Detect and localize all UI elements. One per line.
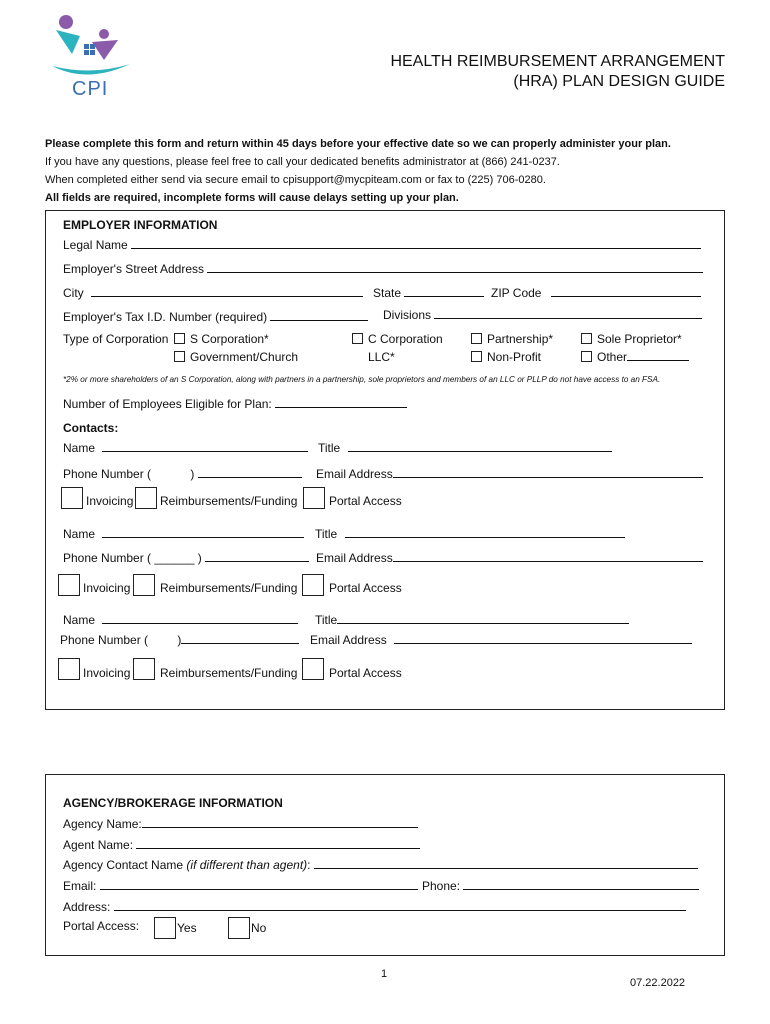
contact2-email-field[interactable] [316,551,703,565]
city-field[interactable] [63,286,363,300]
phone-close-paren: ) [177,633,182,647]
email-label: Email Address [310,633,387,647]
agency-name-label: Agency Name: [63,817,142,831]
page-number: 1 [381,968,388,980]
employer-heading: EMPLOYER INFORMATION [63,218,218,232]
checkbox-icon [581,351,592,362]
contact2-title-field[interactable] [315,527,625,541]
sole-proprietor-label: Sole Proprietor* [597,332,682,346]
title-label: Title [315,527,338,541]
zip-field[interactable] [491,286,701,300]
street-address-label: Employer's Street Address [63,262,205,276]
other-label: Other [597,350,628,364]
agency-contact-note: (if different than agent) [186,858,308,872]
agent-name-field[interactable] [63,838,420,852]
agency-name-field[interactable] [63,817,418,831]
agency-email-label: Email: [63,879,97,893]
agency-address-label: Address: [63,900,111,914]
num-employees-field[interactable] [63,397,407,411]
agency-portal-no-checkbox[interactable] [228,917,250,939]
checkbox-icon [352,333,363,344]
zip-label: ZIP Code [491,286,542,300]
contacts-heading: Contacts: [63,421,119,435]
phone-label: Phone Number ( [60,633,149,647]
agency-heading: AGENCY/BROKERAGE INFORMATION [63,796,283,810]
contact2-name-field[interactable] [63,527,304,541]
contact3-email-field[interactable] [310,633,692,647]
intro-line-4: All fields are required, incomplete forms will cause delays setting up your plan. [45,192,459,204]
agency-portal-label: Portal Access: [63,919,140,933]
divisions-field[interactable] [383,308,702,322]
agency-contact-colon: : [307,858,311,872]
c-corp-label: C Corporation [368,332,443,346]
checkbox-icon [174,351,185,362]
fsa-footnote: *2% or more shareholders of an S Corporation, along with partners in a partnership, sole proprietors and members of an LLC or PLLP do not have access to an FSA. [63,375,661,384]
portal-access-label: Portal Access [329,581,402,595]
invoicing-label: Invoicing [83,666,131,680]
name-label: Name [63,441,96,455]
partnership-label: Partnership* [487,332,554,346]
num-employees-label: Number of Employees Eligible for Plan: [63,397,272,411]
phone-close-paren: ) [190,467,195,481]
tax-id-field[interactable] [63,310,368,324]
city-label: City [63,286,84,300]
contact1-portal-checkbox[interactable] [303,487,325,509]
gov-church-label: Government/Church [190,350,299,364]
portal-access-label: Portal Access [329,666,402,680]
checkbox-icon [471,333,482,344]
checkbox-icon [471,351,482,362]
agency-phone-label: Phone: [422,879,461,893]
logo-figures-icon [48,14,132,78]
name-label: Name [63,613,96,627]
contact1-name-field[interactable] [63,441,308,455]
contact2-phone-field[interactable] [63,551,309,565]
cpi-logo [48,14,132,104]
logo-text: CPI [72,78,109,100]
nonprofit-checkbox[interactable] [471,350,541,364]
intro-line-2: If you have any questions, please feel free to call your dedicated benefits administrator at (866) 241-0237. [45,156,560,168]
nonprofit-label: Non-Profit [487,350,542,364]
invoicing-label: Invoicing [83,581,131,595]
email-label: Email Address [316,467,393,481]
name-label: Name [63,527,96,541]
contact2-portal-checkbox[interactable] [302,574,324,596]
agency-email-field[interactable] [63,879,418,893]
agency-address-field[interactable] [63,900,686,914]
invoicing-label: Invoicing [86,494,134,508]
checkbox-icon [581,333,592,344]
contact1-invoicing-checkbox[interactable] [61,487,83,509]
agency-contact-name-field[interactable] [63,858,698,872]
portal-yes-label: Yes [177,921,197,935]
reimbursements-label: Reimbursements/Funding [160,494,298,508]
s-corp-checkbox[interactable] [174,332,269,346]
contact1-reimbursements-checkbox[interactable] [135,487,157,509]
contact3-reimbursements-checkbox[interactable] [133,658,155,680]
state-field[interactable] [373,286,484,300]
gov-church-checkbox[interactable] [174,350,298,364]
title-line-1: HEALTH REIMBURSEMENT ARRANGEMENT [390,53,725,70]
portal-access-label: Portal Access [329,494,402,508]
checkbox-icon [174,333,185,344]
portal-no-label: No [251,921,267,935]
title-line-2: (HRA) PLAN DESIGN GUIDE [513,73,725,90]
phone-label: Phone Number ( [63,467,152,481]
contact1-phone-field[interactable] [63,467,302,481]
reimbursements-label: Reimbursements/Funding [160,581,298,595]
email-label: Email Address [316,551,393,565]
state-label: State [373,286,402,300]
s-corp-label: S Corporation* [190,332,269,346]
sole-proprietor-checkbox[interactable] [581,332,682,346]
form-date: 07.22.2022 [630,977,686,989]
page-title [390,52,725,92]
street-address-field[interactable] [63,262,703,276]
partnership-checkbox[interactable] [471,332,553,346]
c-corp-checkbox[interactable] [352,332,443,346]
agency-phone-field[interactable] [422,879,699,893]
title-label: Title [318,441,341,455]
contact3-phone-field[interactable] [60,633,299,647]
intro-line-3: When completed either send via secure email to cpisupport@mycpiteam.com or fax to (225) 706-0280. [45,174,546,186]
tax-id-label: Employer's Tax I.D. Number (required) [63,310,268,324]
intro-line-1: Please complete this form and return within 45 days before your effective date so we can properly administer your plan. [45,138,671,150]
contact3-portal-checkbox[interactable] [302,658,324,680]
legal-name-field[interactable] [63,238,701,252]
agency-contact-label: Agency Contact Name [63,858,184,872]
corp-type-label: Type of Corporation [63,332,169,346]
title-label: Title [315,613,338,627]
divisions-label: Divisions [383,308,432,322]
contact3-title-field[interactable] [315,613,629,627]
agent-name-label: Agent Name: [63,838,134,852]
reimbursements-label: Reimbursements/Funding [160,666,298,680]
llc-label: LLC* [368,350,395,364]
contact3-invoicing-checkbox[interactable] [58,658,80,680]
other-checkbox[interactable] [581,350,689,364]
contact1-title-field[interactable] [318,441,612,455]
contact2-invoicing-checkbox[interactable] [58,574,80,596]
agency-portal-yes-checkbox[interactable] [154,917,176,939]
contact2-reimbursements-checkbox[interactable] [133,574,155,596]
contact3-name-field[interactable] [63,613,298,627]
legal-name-label: Legal Name [63,238,128,252]
phone-label: Phone Number ( ______ ) [63,551,202,565]
contact1-email-field[interactable] [316,467,703,481]
